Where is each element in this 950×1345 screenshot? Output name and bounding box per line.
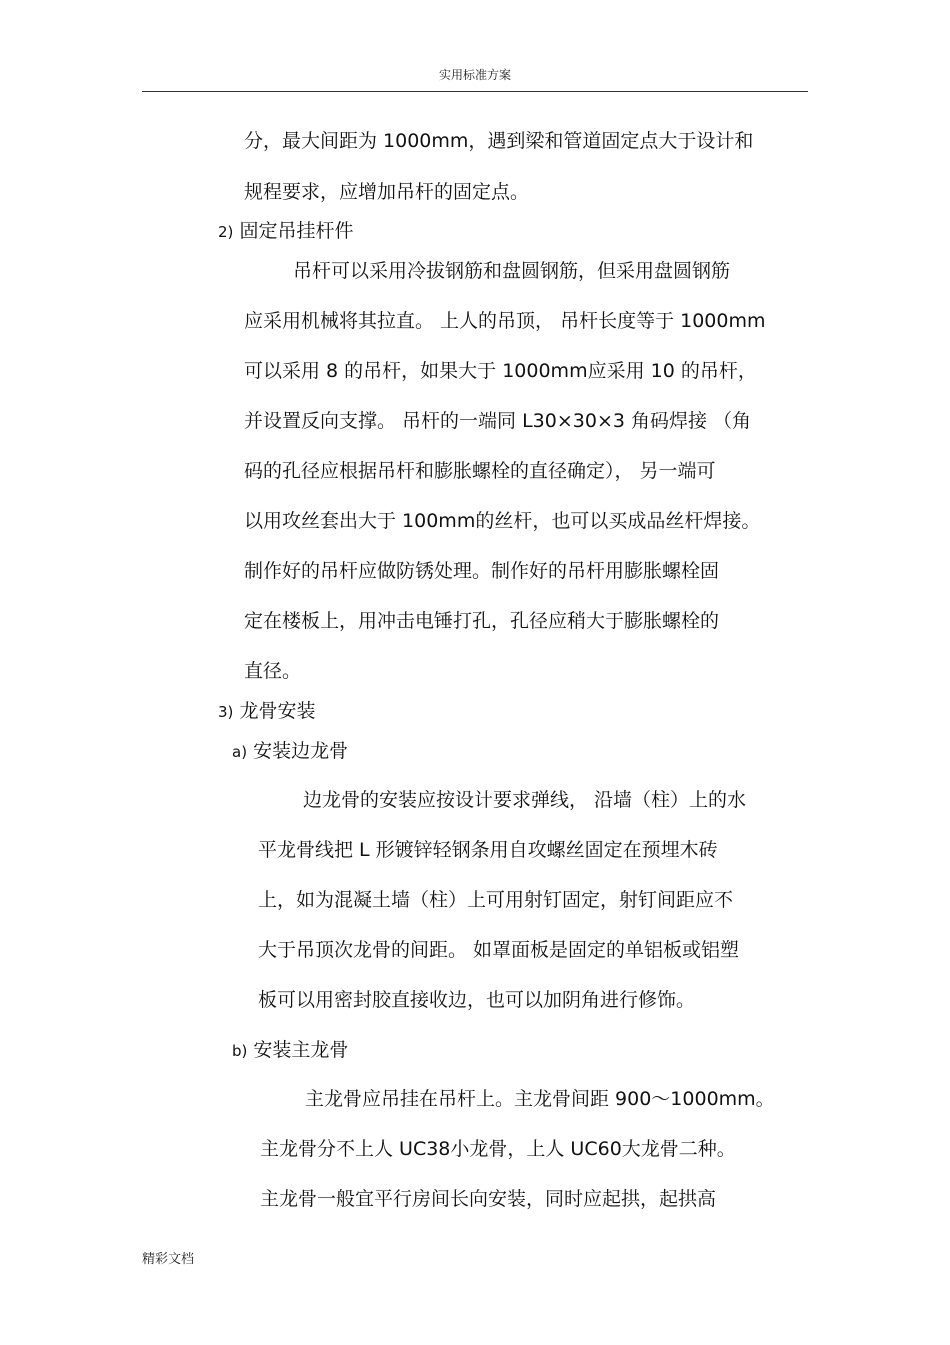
paragraph-line: 码的孔径应根据吊杆和膨胀螺栓的直径确定）， 另一端可 <box>244 460 716 482</box>
paragraph-line: 规程要求，应增加吊杆的固定点。 <box>244 181 530 203</box>
paragraph-line: 应采用机械将其拉直。 上人的吊顶， 吊杆长度等于 1000mm <box>244 310 766 332</box>
paragraph-line: 并设置反向支撑。 吊杆的一端同 L30×30×3 角码焊接 （角 <box>244 410 752 432</box>
heading-text: 安装边龙骨 <box>253 740 349 762</box>
paragraph-line: 直径。 <box>244 660 302 682</box>
paragraph-line: 制作好的吊杆应做防锈处理。制作好的吊杆用膨胀螺栓固 <box>244 560 720 582</box>
paragraph-line: 定在楼板上，用冲击电锤打孔，孔径应稍大于膨胀螺栓的 <box>244 610 720 632</box>
page-header-title: 实用标准方案 <box>438 68 511 82</box>
heading-text: 安装主龙骨 <box>253 1039 349 1061</box>
paragraph-line: 上，如为混凝土墙（柱）上可用射钉固定，射钉间距应不 <box>258 889 734 911</box>
heading-number: b) <box>232 1042 248 1060</box>
paragraph-line: 主龙骨分不上人 UC38小龙骨，上人 UC60大龙骨二种。 <box>260 1138 736 1160</box>
heading-number: 3) <box>218 703 234 721</box>
heading-text: 龙骨安装 <box>239 700 316 722</box>
paragraph-line: 可以采用 8 的吊杆，如果大于 1000mm应采用 10 的吊杆， <box>244 360 757 382</box>
header-divider <box>142 91 808 92</box>
paragraph-line: 板可以用密封胶直接收边，也可以加阴角进行修饰。 <box>258 989 696 1011</box>
paragraph-line: 边龙骨的安装应按设计要求弹线， 沿墙（柱）上的水 <box>303 789 747 811</box>
section-heading-3 <box>218 699 315 724</box>
section-heading-2 <box>218 219 353 244</box>
paragraph-line: 分，最大间距为 1000mm，遇到梁和管道固定点大于设计和 <box>244 130 754 152</box>
subsection-heading-b <box>232 1038 348 1063</box>
paragraph-line: 平龙骨线把 L 形镀锌轻钢条用自攻螺丝固定在预埋木砖 <box>258 839 718 861</box>
heading-number: a) <box>232 743 248 761</box>
paragraph-line: 以用攻丝套出大于 100mm的丝杆，也可以买成品丝杆焊接。 <box>244 510 761 532</box>
paragraph-line: 主龙骨应吊挂在吊杆上。主龙骨间距 900～1000mm。 <box>305 1088 775 1110</box>
paragraph-line: 大于吊顶次龙骨的间距。 如罩面板是固定的单铝板或铝塑 <box>258 939 740 961</box>
heading-text: 固定吊挂杆件 <box>239 220 354 242</box>
page-footer: 精彩文档 <box>142 1252 195 1267</box>
subsection-heading-a <box>232 739 348 764</box>
paragraph-line: 主龙骨一般宜平行房间长向安装，同时应起拱，起拱高 <box>260 1188 717 1210</box>
paragraph-line: 吊杆可以采用冷拔钢筋和盘圆钢筋，但采用盘圆钢筋 <box>293 260 731 282</box>
heading-number: 2) <box>218 223 234 241</box>
